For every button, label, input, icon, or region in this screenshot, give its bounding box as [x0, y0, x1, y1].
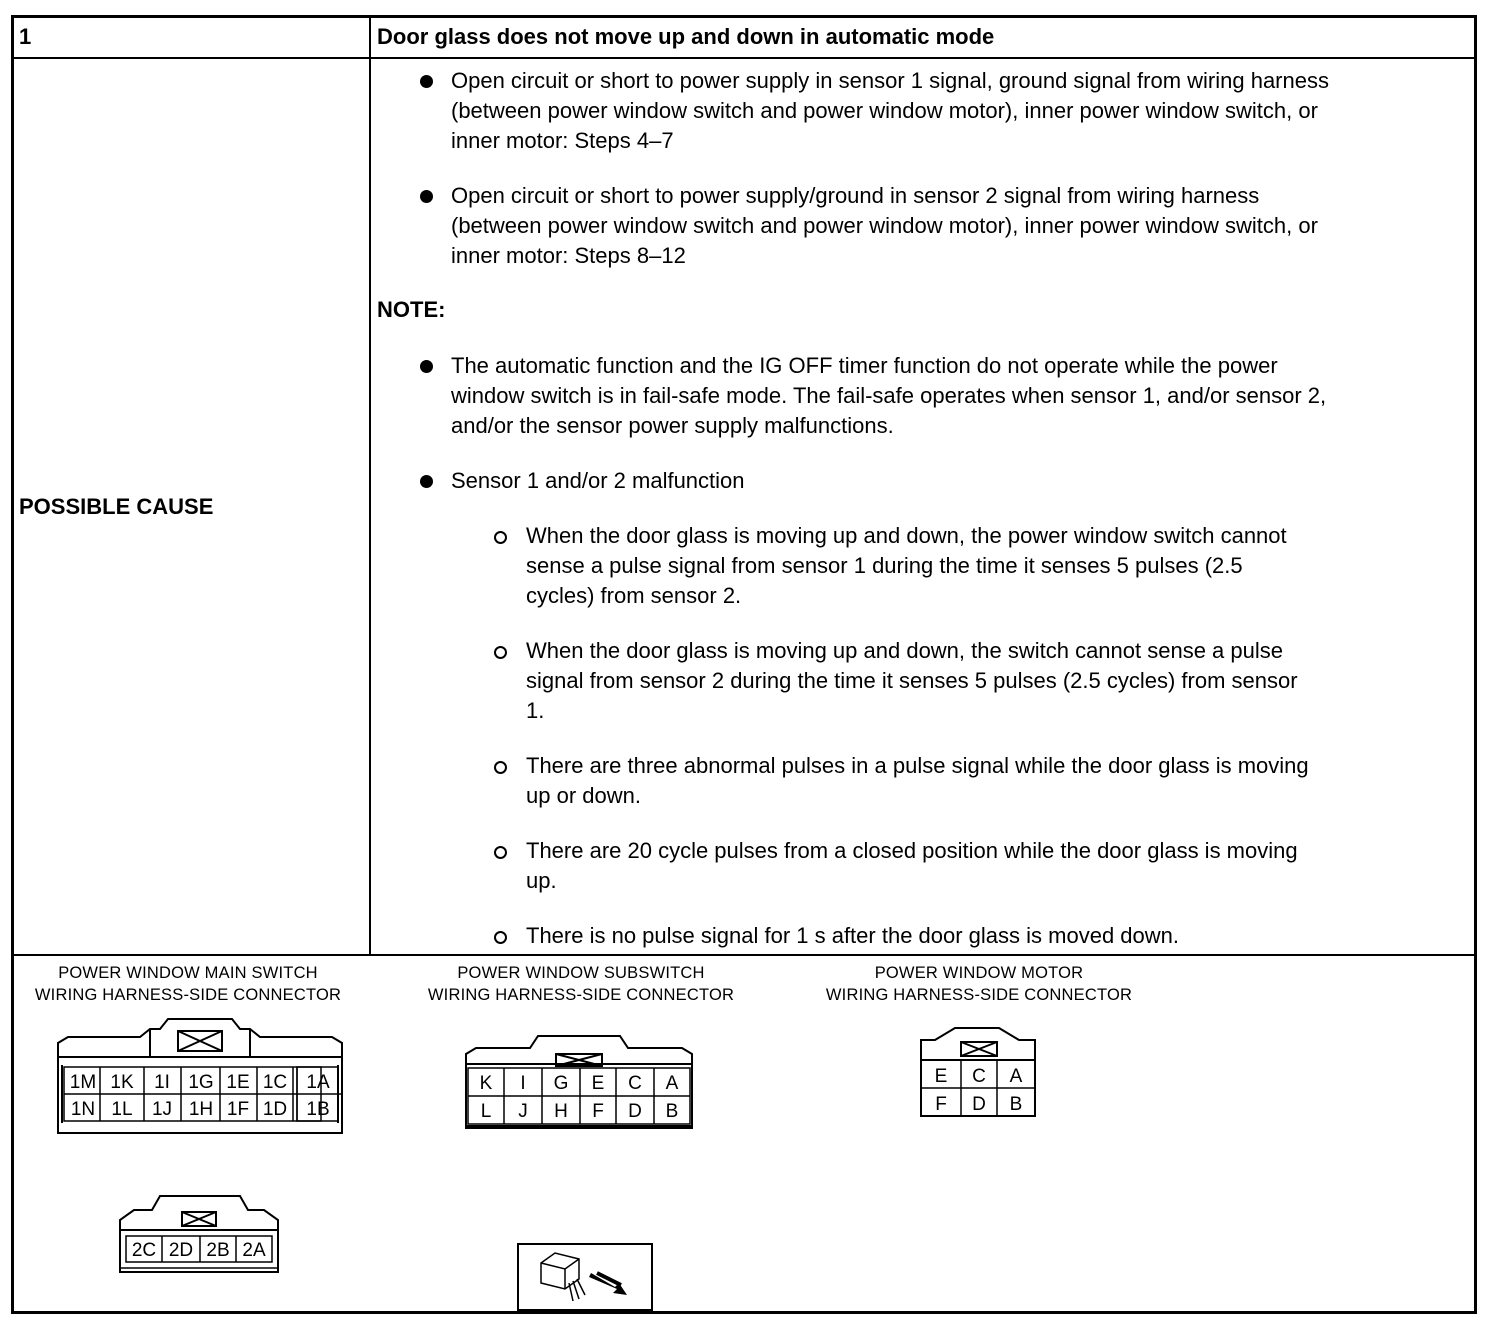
- harness-side-view-icon: [517, 1243, 653, 1311]
- pin-1e: 1E: [226, 1072, 250, 1093]
- title-line: POWER WINDOW MAIN SWITCH: [58, 964, 318, 982]
- pin-1g: 1G: [188, 1072, 214, 1093]
- text-line: The automatic function and the IG OFF timer function do not operate while the power: [451, 353, 1278, 378]
- pin-f: F: [592, 1101, 604, 1122]
- pin-2b: 2B: [206, 1240, 230, 1261]
- pin-2c: 2C: [131, 1240, 157, 1261]
- title-line: POWER WINDOW SUBSWITCH: [457, 964, 705, 982]
- text-line: window switch is in fail-safe mode. The fail-safe operates when sensor 1, and/or sensor 2,: [451, 383, 1327, 408]
- cause-divider: [12, 954, 1477, 956]
- bullet-dot-icon: [420, 75, 433, 88]
- text-line: and/or the sensor power supply malfunctions.: [451, 413, 894, 438]
- pin-a: A: [665, 1073, 679, 1094]
- step-title: Door glass does not move up and down in automatic mode: [377, 24, 995, 49]
- pin-1h: 1H: [188, 1099, 214, 1120]
- bullet-ring-icon: [494, 846, 507, 859]
- bullet-ring-icon: [494, 761, 507, 774]
- pin-h: H: [554, 1101, 568, 1122]
- pin-1m: 1M: [69, 1072, 97, 1093]
- text-line: up.: [526, 868, 557, 893]
- motor-connector-diagram: [915, 1022, 1045, 1122]
- text-line: Sensor 1 and/or 2 malfunction: [451, 468, 745, 493]
- motor-connector-title: [804, 962, 1154, 1006]
- pin-1j: 1J: [151, 1099, 173, 1120]
- cause-bullet-2: [451, 181, 1318, 271]
- text-line: sense a pulse signal from sensor 1 during the time it senses 5 pulses (2.5: [526, 553, 1243, 578]
- sub-bullet-5: [526, 921, 1179, 951]
- pin-1c: 1C: [262, 1072, 288, 1093]
- main-switch-connector-title: [14, 962, 362, 1006]
- pin-1b: 1B: [306, 1099, 330, 1120]
- text-line: There is no pulse signal for 1 s after the door glass is moved down.: [526, 923, 1180, 948]
- pin-b: B: [665, 1101, 679, 1122]
- pin-d: D: [628, 1101, 642, 1122]
- motor-pin-a: A: [1009, 1066, 1023, 1087]
- pin-e: E: [591, 1073, 605, 1094]
- title-line: WIRING HARNESS-SIDE CONNECTOR: [825, 986, 1133, 1004]
- sub-bullet-4: [526, 836, 1298, 896]
- pin-1l: 1L: [111, 1099, 133, 1120]
- text-line: Open circuit or short to power supply in sensor 1 signal, ground signal from wiring harness: [451, 68, 1329, 93]
- text-line: Open circuit or short to power supply/ground in sensor 2 signal from wiring harness: [451, 183, 1260, 208]
- pin-g: G: [553, 1073, 569, 1094]
- title-line: WIRING HARNESS-SIDE CONNECTOR: [34, 986, 342, 1004]
- pin-i: I: [520, 1073, 526, 1094]
- text-line: When the door glass is moving up and down, the power window switch cannot: [526, 523, 1287, 548]
- subswitch-connector-diagram: [460, 1030, 700, 1135]
- title-line: WIRING HARNESS-SIDE CONNECTOR: [427, 986, 735, 1004]
- bullet-ring-icon: [494, 646, 507, 659]
- text-line: (between power window switch and power window motor), inner power window switch, or: [451, 213, 1318, 238]
- motor-pin-f: F: [935, 1094, 947, 1115]
- pin-1d: 1D: [262, 1099, 288, 1120]
- motor-pin-e: E: [934, 1066, 948, 1087]
- pin-1n: 1N: [70, 1099, 96, 1120]
- column-divider: [369, 16, 371, 955]
- pin-1f: 1F: [226, 1099, 250, 1120]
- text-line: cycles) from sensor 2.: [526, 583, 742, 608]
- step-number: 1: [19, 24, 32, 49]
- pin-1i: 1I: [154, 1072, 170, 1093]
- pin-1a: 1A: [306, 1072, 330, 1093]
- text-line: (between power window switch and power window motor), inner power window switch, or: [451, 98, 1318, 123]
- note-bullet-2: [451, 466, 745, 496]
- main-switch-connector-2-diagram: [112, 1190, 287, 1280]
- pin-k: K: [479, 1073, 493, 1094]
- text-line: inner motor: Steps 8–12: [451, 243, 686, 268]
- header-divider: [12, 57, 1477, 59]
- pin-c: C: [628, 1073, 642, 1094]
- motor-pin-c: C: [972, 1066, 986, 1087]
- pin-l: L: [480, 1101, 492, 1122]
- text-line: up or down.: [526, 783, 641, 808]
- possible-cause-label: POSSIBLE CAUSE: [19, 494, 214, 519]
- text-line: inner motor: Steps 4–7: [451, 128, 674, 153]
- text-line: 1.: [526, 698, 545, 723]
- motor-pin-d: D: [972, 1094, 986, 1115]
- title-line: POWER WINDOW MOTOR: [874, 964, 1084, 982]
- note-bullet-1: [451, 351, 1326, 441]
- text-line: There are 20 cycle pulses from a closed position while the door glass is moving: [526, 838, 1298, 863]
- text-line: When the door glass is moving up and down, the switch cannot sense a pulse: [526, 638, 1284, 663]
- pin-1k: 1K: [110, 1072, 134, 1093]
- bullet-ring-icon: [494, 531, 507, 544]
- note-label: NOTE:: [377, 297, 446, 322]
- pin-2a: 2A: [242, 1240, 266, 1261]
- sub-bullet-3: [526, 751, 1309, 811]
- bullet-dot-icon: [420, 190, 433, 203]
- motor-pin-b: B: [1009, 1094, 1023, 1115]
- main-switch-connector-diagram: [50, 1015, 350, 1140]
- bullet-dot-icon: [420, 360, 433, 373]
- sub-bullet-2: [526, 636, 1298, 726]
- bullet-ring-icon: [494, 931, 507, 944]
- sub-bullet-1: [526, 521, 1287, 611]
- bullet-dot-icon: [420, 475, 433, 488]
- text-line: There are three abnormal pulses in a pulse signal while the door glass is moving: [526, 753, 1309, 778]
- pin-j: J: [518, 1101, 528, 1122]
- text-line: signal from sensor 2 during the time it senses 5 pulses (2.5 cycles) from sensor: [526, 668, 1298, 693]
- subswitch-connector-title: [406, 962, 756, 1006]
- cause-bullet-1: [451, 66, 1329, 156]
- pin-2d: 2D: [168, 1240, 194, 1261]
